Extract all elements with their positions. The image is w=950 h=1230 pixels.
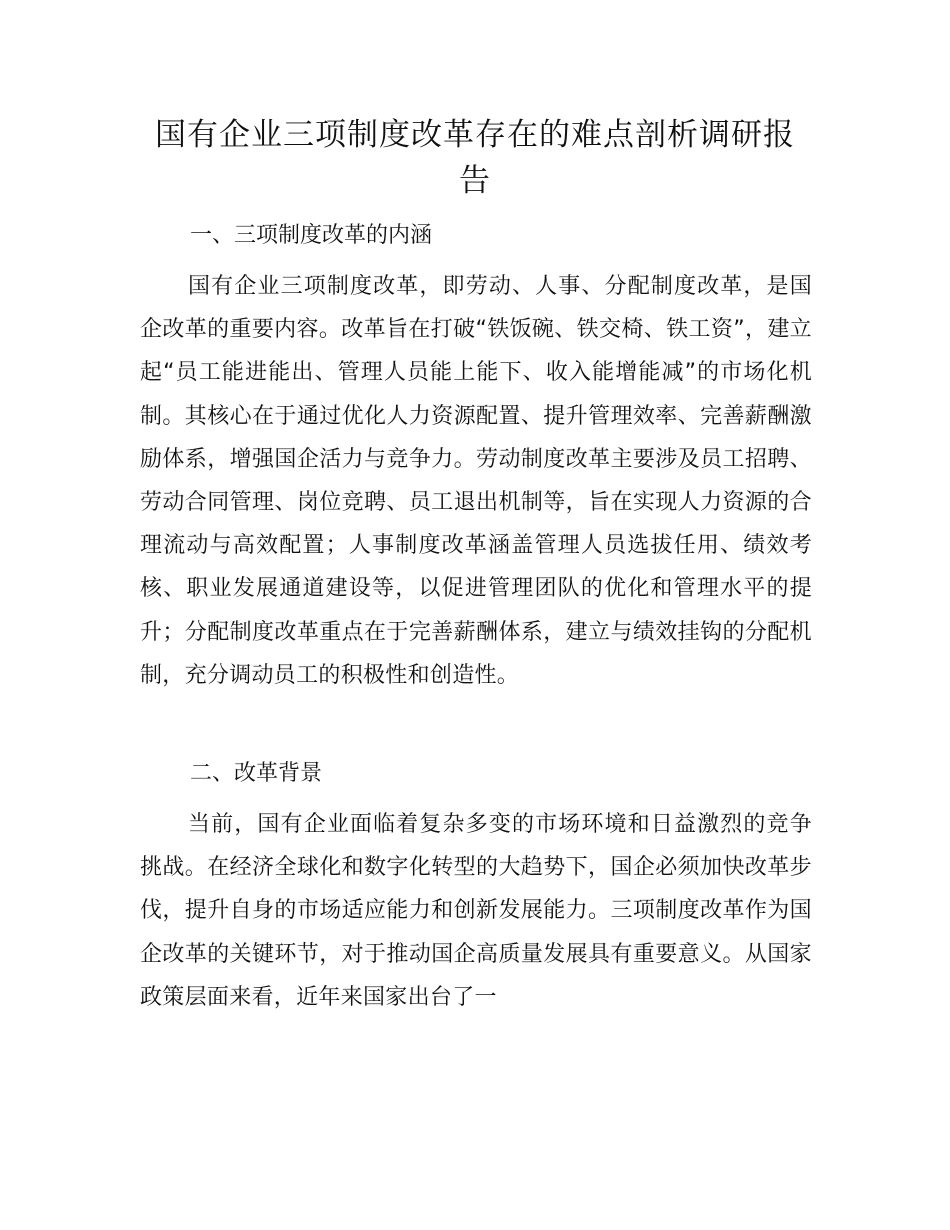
section-heading-connotation: 一、三项制度改革的内涵 bbox=[190, 223, 433, 248]
section-heading-background: 二、改革背景 bbox=[190, 761, 323, 786]
document-title: 国有企业三项制度改革存在的难点剖析调研报告 bbox=[155, 117, 795, 199]
section-paragraph-background: 当前，国有企业面临着复杂多变的市场环境和日益激烈的竞争挑战。在经济全球化和数字化转型的大趋势下，国企必须加快改革步伐，提升自身的市场适应能力和创新发展能力。三项制度改革作为国企改革的关键环节，对于推动国企高质量发展具有重要意义。从国家政策层面来看，近年来国家出台了一 bbox=[140, 812, 812, 1010]
section-paragraph-connotation: 国有企业三项制度改革，即劳动、人事、分配制度改革，是国企改革的重要内容。改革旨在打破“铁饭碗、铁交椅、铁工资”，建立起“员工能进能出、管理人员能上能下、收入能增能减”的市场化机制。其核心在于通过优化人力资源配置、提升管理效率、完善薪酬激励体系，增强国企活力与竞争力。劳动制度改革主要涉及员工招聘、劳动合同管理、岗位竞聘、员工退出机制等，旨在实现人力资源的合理流动与高效配置；人事制度改革涵盖管理人员选拔任用、绩效考核、职业发展通道建设等，以促进管理团队的优化和管理水平的提升；分配制度改革重点在于完善薪酬体系，建立与绩效挂钩的分配机制，充分调动员工的积极性和创造性。 bbox=[140, 274, 812, 688]
